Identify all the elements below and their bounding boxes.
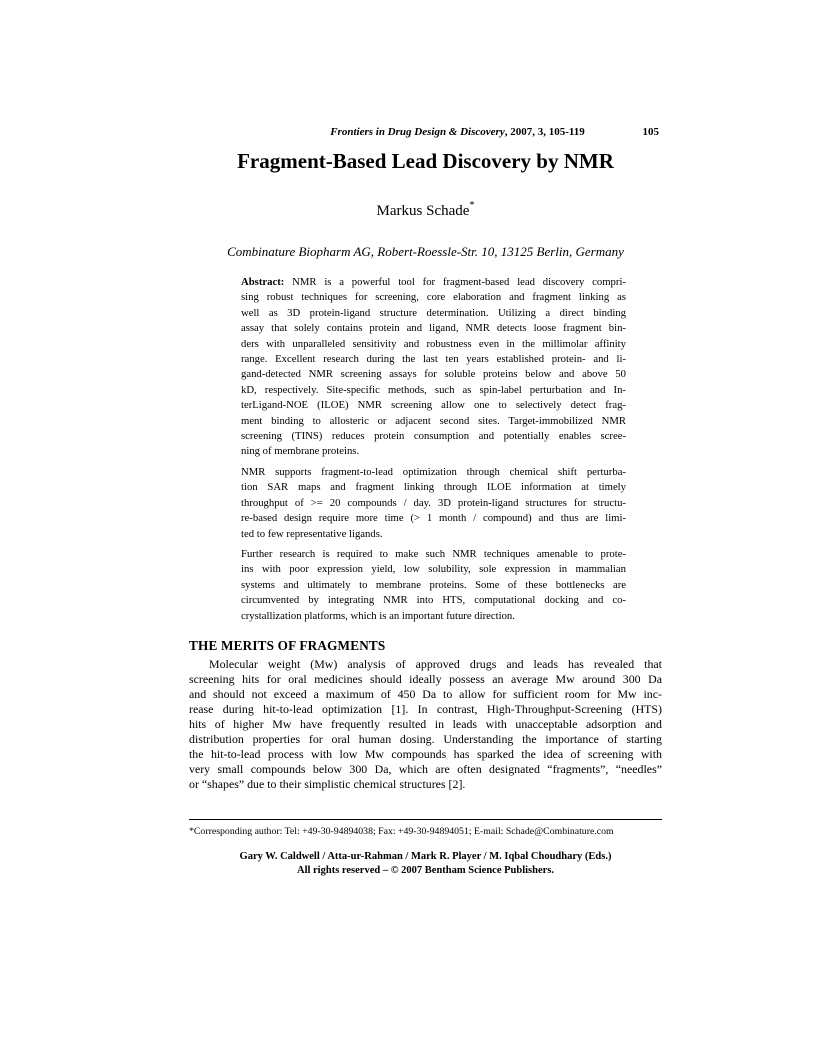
body-paragraph: Molecular weight (Mw) analysis of approved drugs and leads has revealed that screening hits for oral medicines should ideally possess an average Mw around 300 Da and should not exceed a maximum of 450 Da to allow for sufficient room for Mw inc- rease during hit-to-lead optimization [1]. In contrast, High-Throughput-Screening (HTS) hits of higher Mw have frequently resulted in leads with unacceptable adsorption and distribution properties for oral human dosing. Understanding the importance of starting the hit-to-lead process with low Mw compounds has sparked the idea of screening with very small compounds below 300 Da, which are often designated “fragments”, “needles” or “shapes” due to their simplistic chemical structures [2]. [189,656,662,792]
footnote-rule [189,819,662,820]
page-content-column [189,0,662,877]
journal-issue-info: , 2007, 3, 105-119 [504,126,585,138]
journal-reference [330,126,585,138]
corresponding-author-mark: * [469,200,475,211]
editors-line: Gary W. Caldwell / Atta-ur-Rahman / Mark R. Player / M. Iqbal Choudhary (Eds.) [239,851,612,863]
page-number: 105 [642,126,659,138]
corresponding-author-footnote: *Corresponding author: Tel: +49-30-94894038; Fax: +49-30-94894051; E-mail: Schade@Combinature.com [189,826,614,838]
abstract-paragraph-3: Further research is required to make such NMR techniques amenable to prote- ins with poor expression yield, low solubility, sole expression in mammalian systems and ultimately to membrane proteins. Some of these bottlenecks are circumvented by integrating NMR into HTS, computational docking and co- crystallization platforms, which is an important future direction. [241,547,626,622]
abstract-paragraph-2: NMR supports fragment-to-lead optimization through chemical shift perturba- tion SAR maps and fragment linking through ILOE information at timely throughput of >= 20 compounds / day. 3D protein-ligand structures for structu- re-based design require more time (> 1 month / compound) and thus are limi- ted to few representative ligands. [241,465,626,540]
author-affiliation: Combinature Biopharm AG, Robert-Roessle-Str. 10, 13125 Berlin, Germany [227,244,624,259]
journal-title: Frontiers in Drug Design & Discovery [330,126,505,138]
abstract-section [241,275,626,624]
section-heading: THE MERITS OF FRAGMENTS [189,637,386,653]
copyright-line: All rights reserved – © 2007 Bentham Science Publishers. [296,864,554,876]
abstract-paragraph-1: Abstract: NMR is a powerful tool for fragment-based lead discovery compri- sing robust techniques for screening, core elaboration and fragment linking as well as 3D protein-ligand structure determination. Utilizing a direct binding assay that solely contains protein and ligand, NMR detects loose fragment bin- ders with unparalleled sensitivity and robustness even in the millimolar affinity range. Excellent research during the last ten years established protein- and li- gand-detected NMR screening assays for soluble proteins below and above 50 kD, respectively. Site-specific methods, such as spin-label perturbation and In- terLigand-NOE (ILOE) NMR screening allow one to selectively detect frag- ment binding to allosteric or adjacent second sites. Target-immobilized NMR screening (TINS) reduces protein consumption and potentially enables scree- ning of membrane proteins. [241,276,626,458]
article-title: Fragment-Based Lead Discovery by NMR [237,149,614,173]
author-name: Markus Schade [376,203,470,219]
author-line [189,198,662,220]
running-header [189,125,662,139]
